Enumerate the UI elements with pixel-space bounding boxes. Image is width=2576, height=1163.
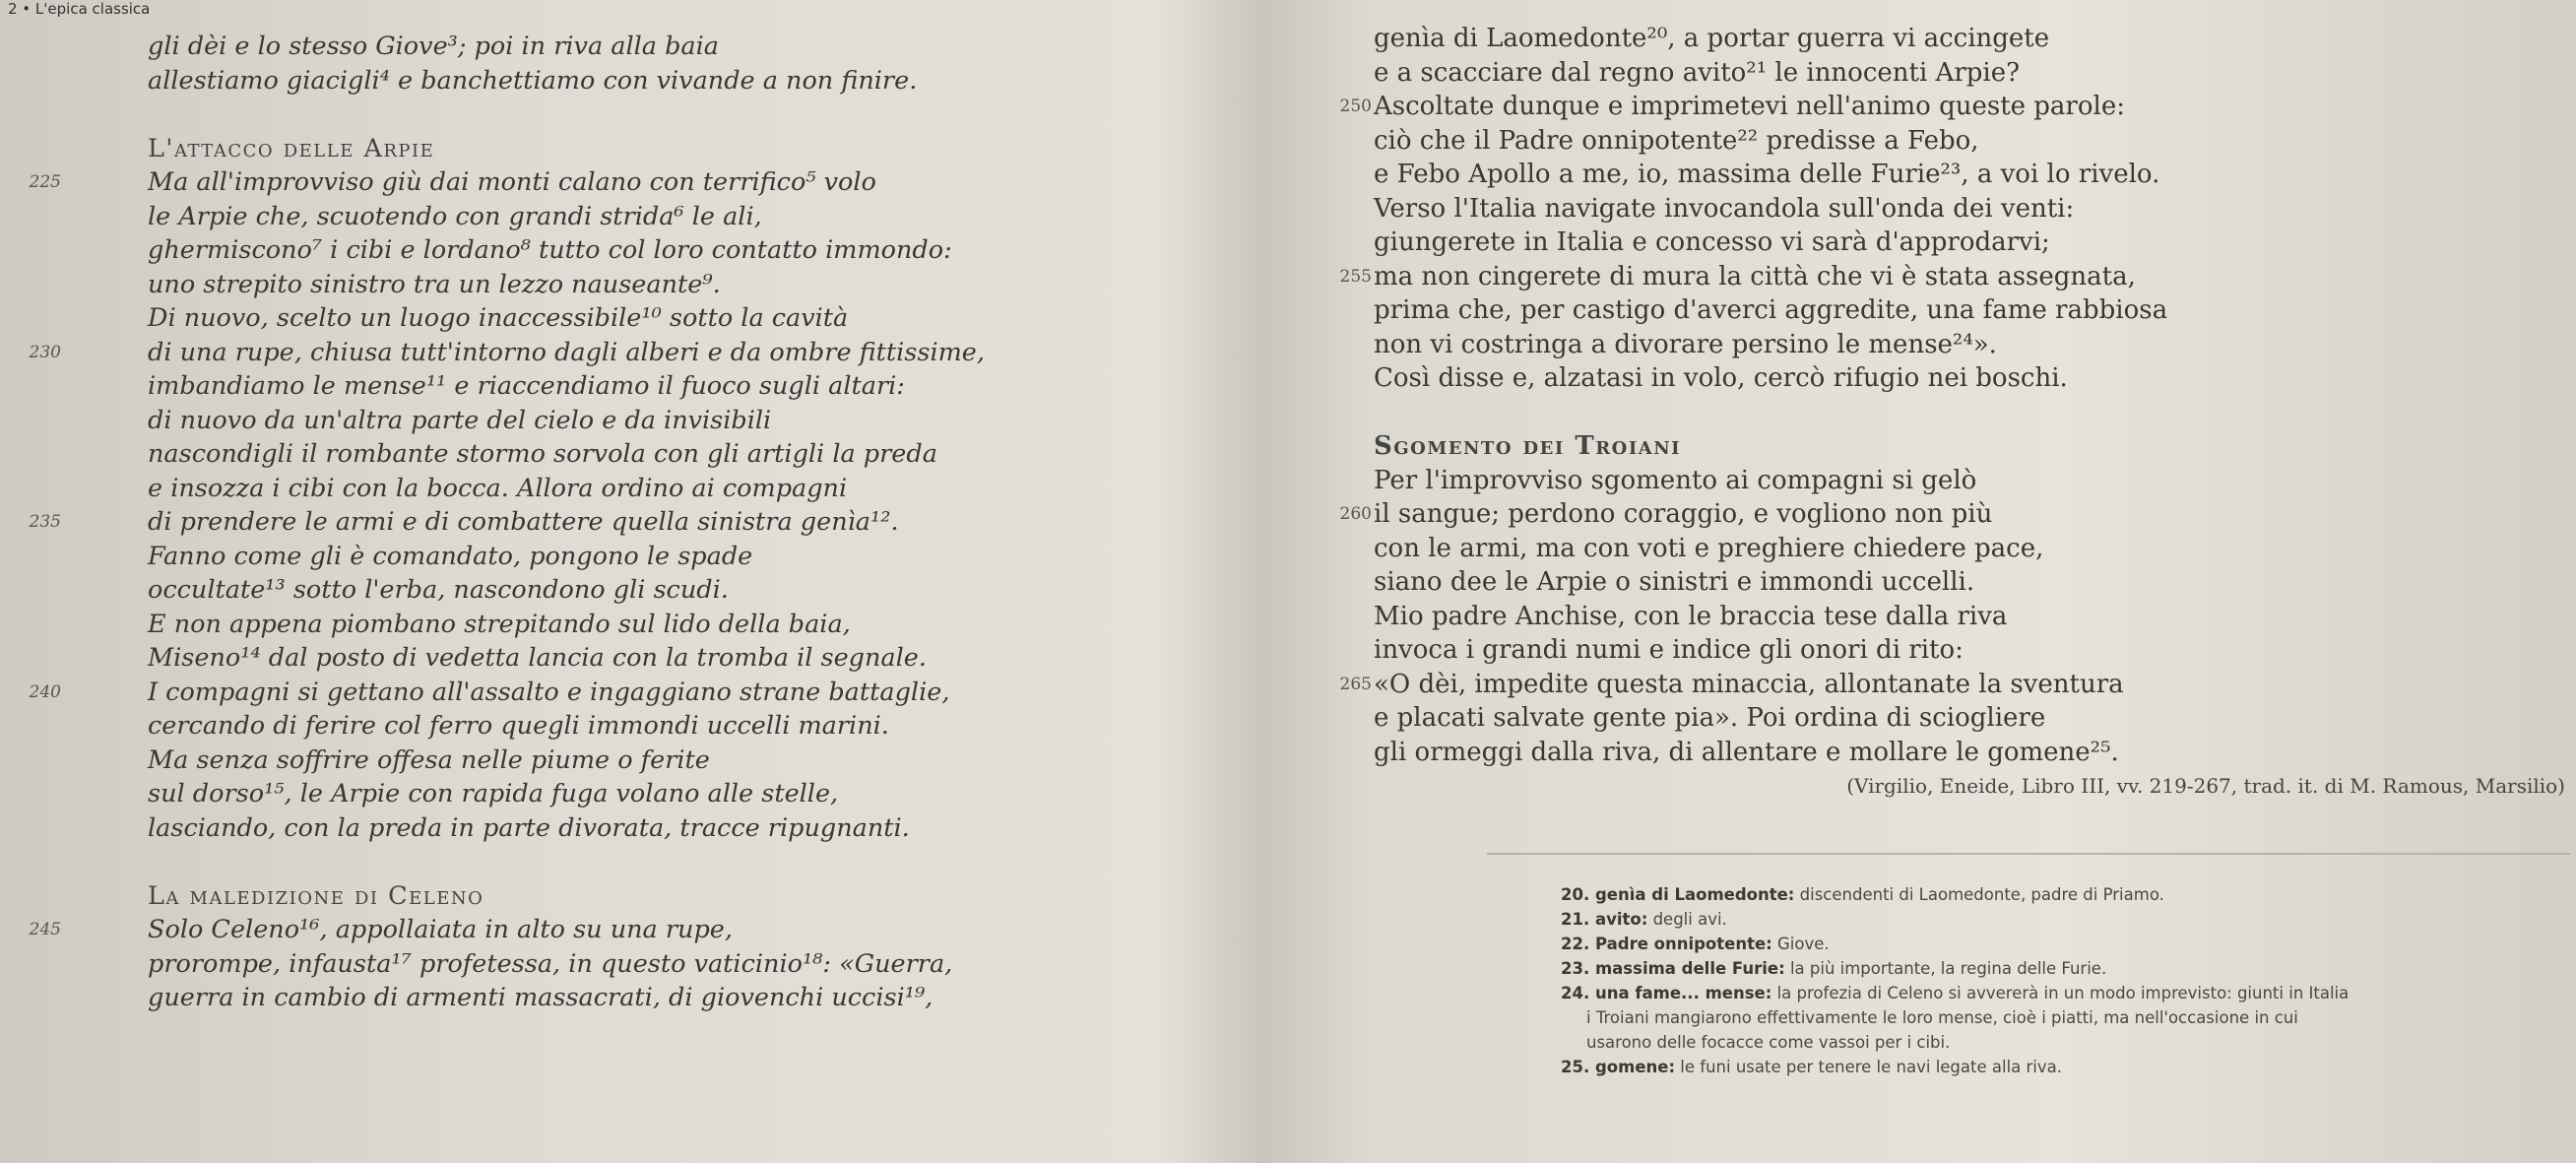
footnote-text: degli avi. [1647, 910, 1727, 929]
line-text: le Arpie che, scuotendo con grandi strida⁶ le ali, [148, 201, 762, 231]
line-text: ghermiscono⁷ i cibi e lordano⁸ tutto col loro contatto immondo: [148, 235, 952, 265]
notes-divider [1487, 853, 2570, 855]
verse-line [148, 369, 1388, 404]
page-header: 2 • L'epica classica [8, 0, 151, 18]
verse-line [148, 301, 1388, 336]
footnote [1561, 882, 2575, 907]
line-text: occultate¹³ sotto l'erba, nascondono gli scudi. [148, 575, 729, 605]
verse-line [1374, 396, 2565, 430]
verse-line [29, 165, 1388, 200]
verse-line [29, 913, 1388, 947]
right-column [1339, 22, 2565, 804]
line-text: Ma all'improvviso giù dai monti calano con terrifico⁵ volo [148, 167, 876, 197]
line-number: 255 [1339, 266, 1372, 287]
verse-line [1374, 565, 2565, 600]
line-text: gli dèi e lo stesso Giove³; poi in riva alla baia [148, 32, 719, 61]
verse-line [148, 97, 1388, 132]
line-text: Mio padre Anchise, con le braccia tese dalla riva [1374, 601, 2008, 631]
verse-line [148, 268, 1388, 302]
line-number: 265 [1339, 674, 1372, 694]
footnote [1561, 981, 2575, 1005]
verse-line [1374, 328, 2565, 362]
line-text: e placati salvate gente pia». Poi ordina di sciogliere [1374, 703, 2046, 733]
footnote-text: discendenti di Laomedonte, padre di Priamo. [1794, 885, 2164, 904]
left-column [29, 30, 1388, 1015]
line-number: 225 [29, 172, 61, 192]
section-heading [148, 132, 1388, 166]
footnote-term: 23. massima delle Furie: [1561, 959, 1785, 978]
footnote-term: 22. Padre onnipotente: [1561, 935, 1772, 953]
verse-line [148, 641, 1388, 676]
line-text: con le armi, ma con voti e preghiere chiedere pace, [1374, 533, 2044, 563]
verse-line [1374, 226, 2565, 260]
verse-line [148, 540, 1388, 574]
line-text: di una rupe, chiusa tutt'intorno dagli alberi e da ombre fittissime, [148, 337, 986, 367]
line-text: Ma senza soffrire offesa nelle piume o ferite [148, 744, 710, 775]
footnote [1561, 1030, 2575, 1055]
line-text: e Febo Apollo a me, io, massima delle Furie²³, a voi lo rivelo. [1374, 160, 2160, 189]
line-text: genìa di Laomedonte²⁰, a portar guerra vi accingete [1374, 24, 2050, 53]
line-text: invoca i grandi numi e indice gli onori di rito: [1374, 635, 1964, 665]
footnote [1561, 1005, 2575, 1030]
line-text: Fanno come gli è comandato, pongono le spade [148, 541, 753, 571]
line-number: 245 [29, 920, 61, 939]
verse-line [1374, 56, 2565, 91]
verse-line [1339, 90, 2565, 124]
verse-line [1374, 464, 2565, 498]
verse-line [1374, 124, 2565, 159]
footnote-term: 21. avito: [1561, 910, 1648, 929]
verse-line [1374, 361, 2565, 396]
line-text: Solo Celeno¹⁶, appollaiata in alto su una rupe, [148, 915, 733, 944]
line-text: Verso l'Italia navigate invocandola sull'onda dei venti: [1374, 193, 2075, 224]
line-text: siano dee le Arpie o sinistri e immondi uccelli. [1374, 567, 1975, 597]
footnote-term: 20. genìa di Laomedonte: [1561, 885, 1795, 904]
footnote-term: 25. gomene: [1561, 1058, 1676, 1076]
line-text: non vi costringa a divorare persino le mense²⁴». [1374, 329, 1997, 359]
footnote-term: 24. una fame... mense: [1561, 984, 1772, 1002]
verse-line [148, 947, 1388, 982]
footnote [1561, 907, 2575, 932]
line-text: il sangue; perdono coraggio, e vogliono non più [1374, 499, 1993, 529]
verse-line [148, 573, 1388, 608]
verse-line [148, 30, 1388, 64]
line-text: Per l'improvviso sgomento ai compagni si gelò [1374, 465, 1977, 495]
footnote [1561, 932, 2575, 956]
line-text: Sgomento dei Troiani [1374, 431, 1682, 461]
line-text: Di nuovo, scelto un luogo inaccessibile¹⁰ sotto la cavità [148, 303, 849, 333]
verse-line [148, 437, 1388, 472]
line-text: Miseno¹⁴ dal posto di vedetta lancia con la tromba il segnale. [148, 643, 927, 673]
line-text: E non appena piombano strepitando sul lido della baia, [148, 609, 851, 639]
verse-line [1374, 158, 2565, 192]
line-number: 240 [29, 681, 61, 702]
footnote-text: Giove. [1771, 935, 1830, 953]
verse-line [1339, 497, 2565, 532]
footnote [1561, 956, 2575, 981]
verse-line [148, 845, 1388, 879]
verse-line [148, 981, 1388, 1015]
verse-line [1374, 701, 2565, 736]
line-text: uno strepito sinistro tra un lezzo nauseante⁹. [148, 269, 721, 299]
verse-line [148, 608, 1388, 642]
verse-line [148, 777, 1388, 811]
verse-line [1374, 532, 2565, 566]
line-text: giungerete in Italia e concesso vi sarà d'approdarvi; [1374, 227, 2050, 257]
line-text: e a scacciare dal regno avito²¹ le innocenti Arpie? [1374, 57, 2021, 88]
verse-line [148, 743, 1388, 778]
line-number: 250 [1339, 97, 1372, 116]
line-text: e insozza i cibi con la bocca. Allora ordino ai compagni [148, 473, 848, 503]
line-text: imbandiamo le mense¹¹ e riaccendiamo il fuoco sugli altari: [148, 371, 905, 401]
line-text: L'attacco delle Arpie [148, 133, 435, 163]
verse-line [1374, 293, 2565, 328]
verse-line [148, 709, 1388, 743]
footnote-text: i Troiani mangiarono effettivamente le loro mense, cioè i piatti, ma nell'occasione in cui [1586, 1008, 2298, 1027]
line-text: gli ormeggi dalla riva, di allentare e mollare le gomene²⁵. [1374, 737, 2119, 767]
verse-line [148, 233, 1388, 268]
verse-line [148, 811, 1388, 846]
line-text: allestiamo giacigli⁴ e banchettiamo con vivande a non finire. [148, 65, 918, 96]
verse-line [1374, 633, 2565, 668]
section-heading [1374, 429, 2565, 464]
line-number: 235 [29, 512, 61, 532]
verse-line [1374, 22, 2565, 56]
verse-line [29, 336, 1388, 370]
footnote [1561, 1055, 2575, 1079]
verse-line [148, 404, 1388, 438]
line-text: di nuovo da un'altra parte del cielo e da invisibili [148, 405, 772, 435]
line-text: prorompe, infausta¹⁷ profetessa, in questo vaticinio¹⁸: «Guerra, [148, 948, 953, 979]
verse-line [148, 472, 1388, 506]
line-text: cercando di ferire col ferro quegli immondi uccelli marini. [148, 711, 889, 741]
line-text: ma non cingerete di mura la città che vi è stata assegnata, [1374, 261, 2136, 291]
footnote-text: la profezia di Celeno si avvererà in un modo imprevisto: giunti in Italia [1771, 984, 2350, 1002]
attribution [1374, 769, 2565, 804]
line-text: La maledizione di Celeno [148, 880, 484, 911]
verse-line [1374, 192, 2565, 226]
footnote-text: le funi usate per tenere le navi legate alla riva. [1675, 1058, 2063, 1076]
verse-line [29, 505, 1388, 540]
footnote-text: la più importante, la regina delle Furie. [1784, 959, 2107, 978]
line-text: «O dèi, impedite questa minaccia, allontanate la sventura [1374, 669, 2124, 699]
verse-line [1339, 668, 2565, 702]
line-text: nascondigli il rombante stormo sorvola con gli artigli la preda [148, 439, 937, 469]
line-text: Così disse e, alzatasi in volo, cercò rifugio nei boschi. [1374, 363, 2068, 393]
verse-line [148, 64, 1388, 98]
footnotes [1561, 882, 2575, 1079]
footnote-text: usarono delle focacce come vassoi per i cibi. [1586, 1033, 1951, 1052]
verse-line [1374, 600, 2565, 634]
verse-line [29, 676, 1388, 710]
line-text: di prendere le armi e di combattere quella sinistra genìa¹². [148, 507, 899, 537]
line-text: Ascoltate dunque e imprimetevi nell'animo queste parole: [1374, 92, 2125, 121]
line-text: prima che, per castigo d'averci aggredite, una fame rabbiosa [1374, 295, 2168, 325]
line-number: 230 [29, 342, 61, 362]
verse-line [148, 200, 1388, 234]
line-text: lasciando, con la preda in parte divorata, tracce ripugnanti. [148, 812, 910, 843]
line-text: guerra in cambio di armenti massacrati, di giovenchi uccisi¹⁹, [148, 983, 934, 1012]
verse-line [1339, 260, 2565, 294]
line-text: I compagni si gettano all'assalto e ingaggiano strane battaglie, [148, 677, 950, 707]
line-text: sul dorso¹⁵, le Arpie con rapida fuga volano alle stelle, [148, 779, 839, 808]
line-number: 260 [1339, 504, 1372, 524]
line-text: (Virgilio, Eneide, Libro III, vv. 219-267, trad. it. di M. Ramous, Marsilio) [1846, 774, 2565, 798]
section-heading [148, 879, 1388, 914]
verse-line [1374, 736, 2565, 770]
line-text: ciò che il Padre onnipotente²² predisse a Febo, [1374, 125, 1979, 156]
